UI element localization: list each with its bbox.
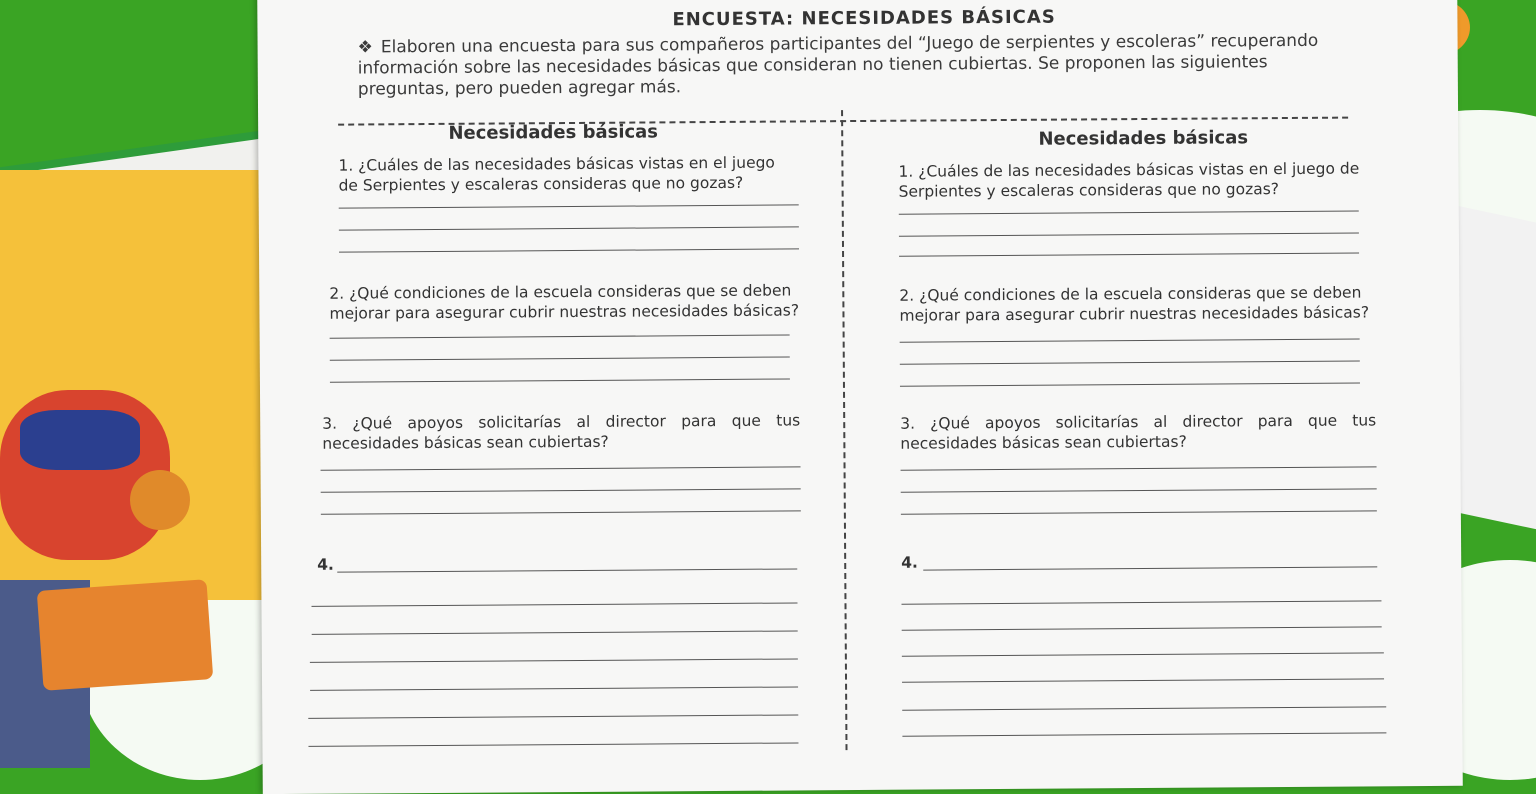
cut-line-vertical: [841, 110, 847, 750]
answer-line: [339, 204, 799, 208]
answer-line: [310, 658, 798, 662]
answer-line: [899, 233, 1359, 237]
question-2: 2. ¿Qué condiciones de la escuela consideras que se deben mejorar para asegurar cubrir nuestras necesidades básicas?: [329, 281, 800, 323]
answer-line: [923, 566, 1377, 570]
answer-line: [321, 488, 801, 492]
diamond-bullet-icon: ❖: [357, 37, 373, 58]
answer-line: [321, 466, 801, 470]
answer-line: [902, 678, 1384, 682]
answer-line: [900, 361, 1360, 365]
answer-line: [330, 356, 790, 360]
answer-line: [330, 334, 790, 338]
column-heading: Necesidades básicas: [448, 121, 659, 144]
answer-line: [901, 510, 1377, 514]
answer-line: [330, 378, 790, 382]
survey-column-right: [898, 116, 1388, 572]
question-2: 2. ¿Qué condiciones de la escuela consideras que se deben mejorar para asegurar cubrir nuestras necesidades básicas?: [899, 283, 1370, 325]
question-3: 3. ¿Qué apoyos solicitarías al director para que tus necesidades básicas sean cubiertas?: [900, 411, 1377, 453]
answer-line: [339, 248, 799, 252]
question-4-number: 4.: [317, 555, 334, 574]
answer-line: [902, 626, 1382, 630]
worksheet-title: ENCUESTA: NECESIDADES BÁSICAS: [672, 6, 1056, 31]
answer-line: [901, 600, 1381, 604]
answer-line: [310, 686, 798, 690]
worksheet-instructions: [358, 31, 1358, 101]
answer-line: [899, 211, 1359, 215]
folder-illustration-ball: [130, 470, 190, 530]
answer-line: [311, 602, 797, 606]
worksheet-sheet: [257, 0, 1463, 794]
question-3: 3. ¿Qué apoyos solicitarías al director para que tus necesidades básicas sean cubiertas?: [322, 411, 801, 453]
answer-line: [899, 253, 1359, 257]
answer-line: [312, 630, 798, 634]
question-1: 1. ¿Cuáles de las necesidades básicas vistas en el juego de Serpientes y escaleras consideras que no gozas?: [898, 159, 1360, 201]
orange-pencil-case: [37, 579, 214, 691]
answer-line: [337, 568, 797, 572]
folder-illustration-detail: [20, 410, 140, 470]
answer-line: [339, 226, 799, 230]
answer-line: [308, 742, 798, 746]
answer-line: [321, 510, 801, 514]
illustrated-folder: [0, 170, 270, 600]
answer-line: [308, 714, 798, 718]
answer-line: [901, 466, 1377, 470]
answer-line: [902, 732, 1386, 736]
column-heading: Necesidades básicas: [1038, 127, 1249, 150]
answer-line: [902, 706, 1386, 710]
question-4-number: 4.: [901, 553, 918, 572]
answer-line: [900, 339, 1360, 343]
instructions-text: Elaboren una encuesta para sus compañeros participantes del “Juego de serpientes y escoleras” recuperando información sobre las necesidades básicas que consideran no tienen cubiertas. Se proponen las siguientes preguntas, pero pueden agregar más.: [357, 30, 1319, 100]
answer-line: [902, 652, 1384, 656]
answer-line: [900, 383, 1360, 387]
survey-column-left: [317, 120, 808, 574]
answer-line: [901, 488, 1377, 492]
question-1: 1. ¿Cuáles de las necesidades básicas vistas en el juego de Serpientes y escaleras consideras que no gozas?: [338, 153, 775, 195]
